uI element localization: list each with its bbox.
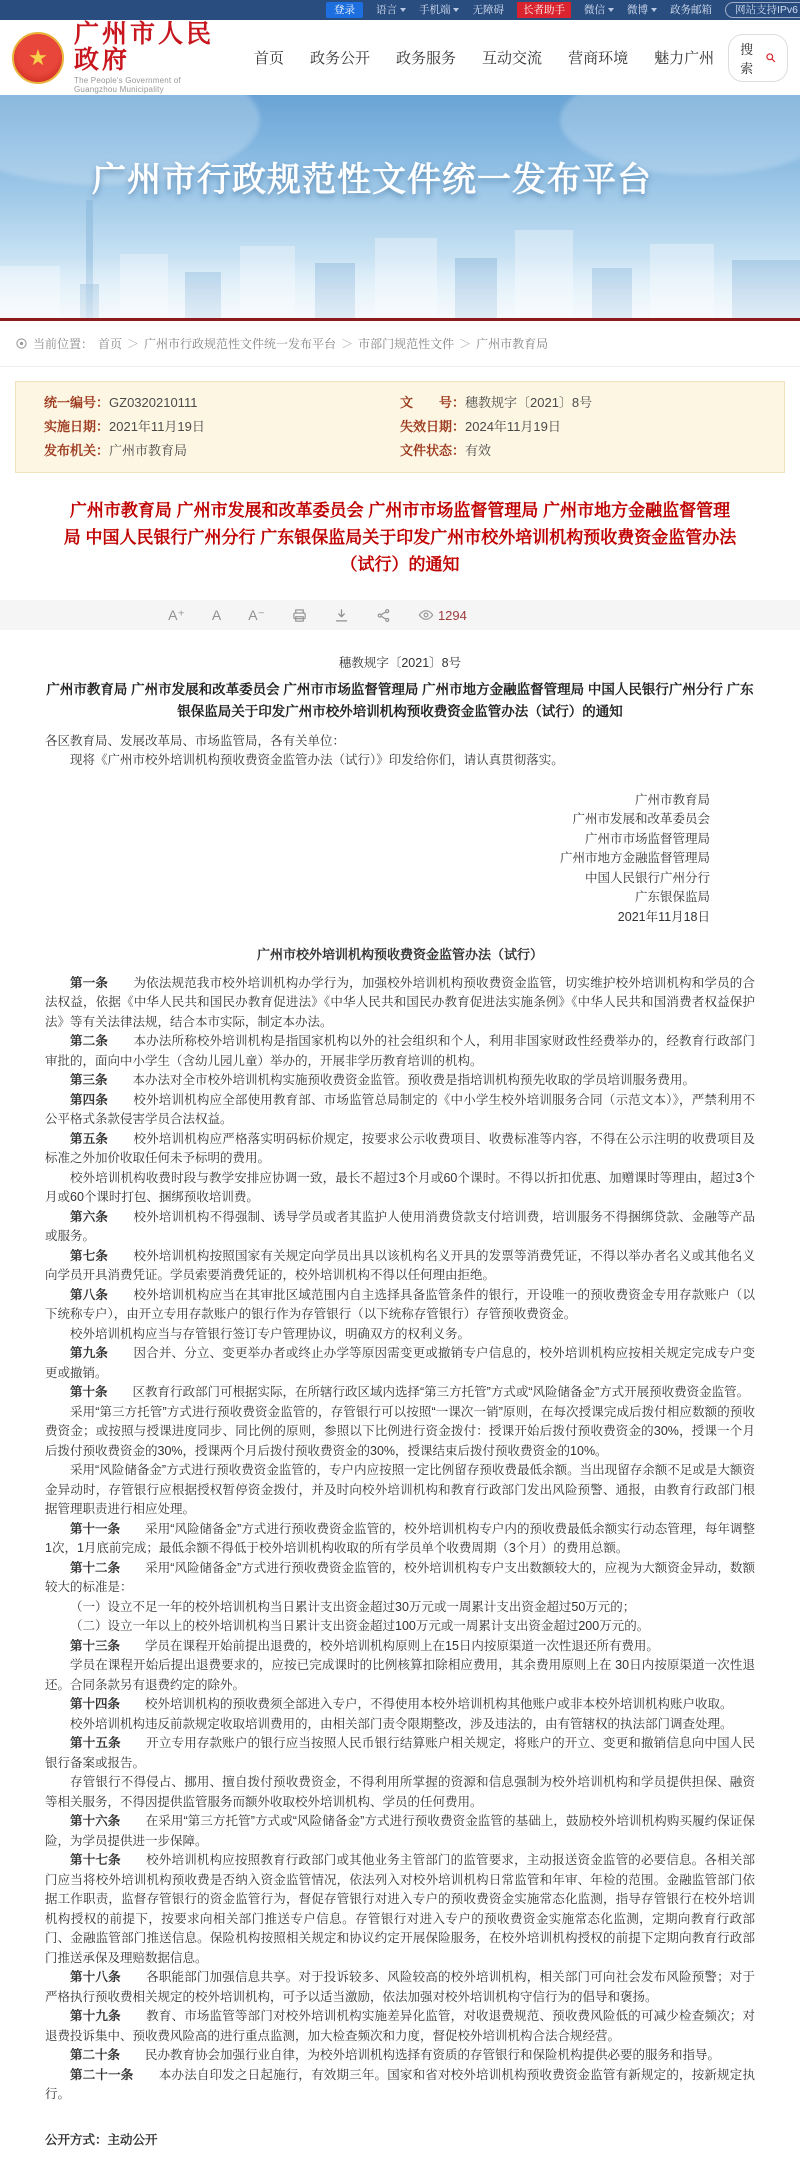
article-paragraph: 第十三条 学员在课程开始前提出退费的，校外培训机构原则上在15日内按原渠道一次性退还所有费用。	[70, 1638, 659, 1653]
breadcrumb-separator: ＞	[459, 337, 472, 351]
meta-label: 发布机关：	[44, 443, 110, 458]
breadcrumb	[0, 321, 800, 367]
article-paragraph: 第十九条 教育、市场监管等部门对校外培训机构实施差异化监管，对收退费规范、预收费风险低的可减少检查频次；对退费投诉集中、预收费风险高的进行重点监测，加大检查频次和力度，督促校外培训机构合法合规经营。	[45, 2009, 755, 2043]
doc-paragraph-sub: 校外培训机构应当与存管银行签订专户管理协议，明确双方的权利义务。	[70, 1326, 471, 1341]
nav-item-interaction[interactable]: 互动交流	[482, 50, 543, 67]
doc-paragraph-measure-title: 广州市校外培训机构预收费资金监管办法（试行）	[256, 947, 543, 962]
meta-label: 实施日期：	[44, 419, 110, 434]
article-paragraph: 第八条 校外培训机构应当在其审批区域范围内自主选择具备监管条件的银行，开设唯一的预收费资金专用存款账户（以下统称专户），由开立专用存款账户的银行作为存管银行（以下统称存管银行）存管预收费资金。	[45, 1287, 755, 1321]
toolbar-share-button[interactable]	[376, 608, 391, 623]
site-identity	[74, 21, 226, 94]
view-counter	[418, 607, 467, 623]
doc-paragraph-sub: （一）设立不足一年的校外培训机构当日累计支出资金超过30万元或一周累计支出资金超过50万元的；	[70, 1599, 636, 1614]
topbar-language[interactable]: 语言	[376, 3, 406, 17]
meta-cell	[44, 439, 400, 463]
doc-paragraph-sub: 采用“风险储备金”方式进行预收费资金监管的，专户内应按照一定比例留存预收费最低余额。当出现留存余额不足或是大额资金异动时，存管银行应根据授权暂停资金拨付，并及时向校外培训机构和教育行政部门发出风险预警、通报，由教育行政部门根据管理职责进行相应处理。	[45, 1463, 755, 1516]
article-number: 第八条	[70, 1287, 109, 1302]
wechat-caret-icon	[608, 8, 614, 12]
doc-paragraph-sig: 广州市发展和改革委员会	[572, 812, 710, 826]
toolbar-font-increase-button[interactable]	[168, 608, 185, 622]
toolbar-font-reset-button[interactable]	[212, 608, 221, 622]
breadcrumb-items	[98, 335, 548, 352]
download-icon	[334, 608, 349, 623]
banner-haze	[0, 258, 800, 318]
doc-paragraph-sig: 中国人民银行广州分行	[584, 870, 710, 885]
site-header	[0, 20, 800, 95]
topbar-mobile-version[interactable]: 手机端	[419, 3, 460, 17]
topbar-accessibility[interactable]: 无障碍	[472, 4, 504, 16]
article-number: 第三条	[70, 1073, 108, 1087]
doc-paragraph-sig-date: 2021年11月18日	[617, 909, 710, 924]
meta-label: 文件状态：	[400, 443, 466, 458]
article-number: 第十二条	[70, 1560, 121, 1575]
location-icon	[15, 337, 28, 350]
print-icon	[292, 608, 307, 623]
article-number: 第一条	[70, 975, 109, 990]
article-paragraph: 第四条 校外培训机构应全部使用教育部、市场监管总局制定的《中小学生校外培训服务合同（示范文本）》，严禁利用不公平格式条款侵害学员合法权益。	[45, 1092, 755, 1126]
meta-value: 有效	[465, 443, 492, 458]
breadcrumb-separator: ＞	[341, 337, 354, 351]
nav-item-charm-guangzhou[interactable]: 魅力广州	[654, 50, 715, 67]
search-icon	[765, 50, 776, 65]
breadcrumb-prefix: 当前位置：	[33, 337, 94, 351]
site-title: 广州市人民政府	[74, 20, 215, 74]
topbar-elder-care[interactable]: 长者助手	[517, 2, 571, 18]
article-number: 第十一条	[70, 1521, 121, 1536]
article-number: 第十四条	[70, 1697, 121, 1711]
article-paragraph: 第十条 区教育行政部门可根据实际，在所辖行政区域内选择“第三方托管”方式或“风险储备金”方式开展预收费资金监管。	[70, 1385, 750, 1399]
toolbar-print-button[interactable]	[292, 608, 307, 623]
meta-row	[44, 439, 756, 463]
doc-paragraph-sub: 校外培训机构违反前款规定收取培训费用的，由相关部门责令限期整改，涉及违法的，由有管辖权的执法部门调查处理。	[70, 1716, 733, 1731]
article-paragraph: 第十五条 开立专用存款账户的银行应当按照人民币银行结算账户相关规定，将账户的开立、变更和撤销信息向中国人民银行备案或报告。	[45, 1736, 755, 1770]
breadcrumb-link-home[interactable]: 首页	[98, 337, 123, 351]
article-paragraph: 第六条 校外培训机构不得强制、诱导学员或者其监护人使用消费贷款支付培训费，培训服务不得捆绑贷款、金融等产品或服务。	[45, 1209, 755, 1243]
platform-title: 广州市行政规范性文件统一发布平台	[92, 161, 652, 199]
toolbar-font-reset-glyph: A	[211, 607, 222, 623]
breadcrumb-link-education-bureau[interactable]: 广州市教育局	[476, 337, 549, 351]
doc-paragraph-sig: 广州市市场监督管理局	[584, 831, 710, 846]
article-paragraph: 第五条 校外培训机构应严格落实明码标价规定，按要求公示收费项目、收费标准等内容，不得在公示注明的收费项目及标准之外加价收取任何未予标明的费用。	[45, 1131, 755, 1165]
topbar-ipv6-support[interactable]: 网站支持IPv6	[725, 2, 800, 18]
doc-paragraph-sub: （二）设立一年以上的校外培训机构当日累计支出资金超过100万元或一周累计支出资金超过200万元的。	[70, 1619, 650, 1633]
nav-item-gov-disclosure[interactable]: 政务公开	[310, 50, 371, 67]
language-caret-icon	[400, 8, 406, 12]
meta-row	[44, 415, 756, 439]
article-paragraph: 第一条 为依法规范我市校外培训机构办学行为，加强校外培训机构预收费资金监管，切实维护校外培训机构和学员的合法权益，依据《中华人民共和国民办教育促进法》《中华人民共和国民办教育促进法实施条例》《中华人民共和国消费者权益保护法》等有关法律法规，结合本市实际，制定本办法。	[45, 975, 755, 1029]
doc-paragraph-sub: 存管银行不得侵占、挪用、擅自拨付预收费资金，不得利用所掌握的资源和信息强制为校外培训机构和学员提供担保、融资等相关服务，不得因提供监管服务而额外收取校外培训机构、学员的任何费用。	[45, 1775, 755, 1809]
topbar-items	[326, 2, 800, 18]
article-number: 第九条	[70, 1346, 109, 1360]
article-number: 第十八条	[70, 1970, 121, 1984]
article-number: 第四条	[70, 1092, 109, 1107]
main-nav	[254, 47, 714, 68]
meta-value: 穗教规字〔2021〕8号	[465, 395, 593, 410]
document-meta-panel	[15, 381, 785, 473]
article-number: 第六条	[70, 1209, 109, 1224]
star-icon: ★	[28, 44, 48, 70]
weibo-caret-icon	[651, 8, 657, 12]
doc-paragraph-sig: 广州市地方金融监督管理局	[559, 851, 710, 865]
meta-row	[44, 391, 756, 415]
article-number: 第十七条	[70, 1853, 121, 1867]
doc-paragraph-sig: 广东银保监局	[634, 890, 710, 904]
article-number: 第二十一条	[70, 2067, 134, 2082]
page-title: 广州市教育局 广州市发展和改革委员会 广州市市场监督管理局 广州市地方金融监督管理局 中国人民银行广州分行 广东银保监局关于印发广州市校外培训机构预收费资金监管办法（试行）的通知	[63, 501, 737, 574]
view-count: 1294	[437, 607, 467, 623]
doc-paragraph-doc-title: 广州市教育局 广州市发展和改革委员会 广州市市场监督管理局 广州市地方金融监督管理局 中国人民银行广州分行 广东银保监局关于印发广州市校外培训机构预收费资金监管办法（试行）的通知	[46, 681, 754, 719]
meta-value: 广州市教育局	[109, 443, 188, 458]
search-button[interactable]	[728, 34, 788, 82]
document-body	[0, 630, 800, 2184]
article-paragraph: 第十一条 采用“风险储备金”方式进行预收费资金监管的，校外培训机构专户内的预收费最低余额实行动态管理，每年调整1次，1月底前完成；最低余额不得低于校外培训机构收取的所有学员单个收费周期（3个月）的费用总额。	[45, 1521, 755, 1555]
article-paragraph: 第十七条 校外培训机构应按照教育行政部门或其他业务主管部门的监管要求，主动报送资金监管的必要信息。各相关部门应当将校外培训机构预收费是否纳入资金监管情况，依法列入对校外培训机构日常监管和年审、年检的范围。金融监管部门依据工作职责，监督存管银行的资金监管行为，督促存管银行对进入专户的预收费资金实施常态化监测，指导存管银行在校外培训机构授权的前提下，按要求向相关部门推送专户信息。存管银行对进入专户的预收费资金实施常态化监测，定期向教育行政部门、金融监管部门推送信息。保险机构按照相关规定和协议约定开展保险服务，在校外培训机构授权的前提下定期向教育行政部门推送承保及理赔数据信息。	[45, 1853, 755, 1965]
site-subtitle: The People's Government of Guangzhou Municipality	[74, 76, 181, 94]
article-paragraph: 第十四条 校外培训机构的预收费须全部进入专户，不得使用本校外培训机构其他账户或非本校外培训机构账户收取。	[70, 1697, 733, 1711]
topbar-login-button[interactable]: 登录	[326, 2, 363, 18]
toolbar-font-decrease-glyph: A⁻	[248, 607, 265, 623]
doc-paragraph-sub: 采用“第三方托管”方式进行预收费资金监管的，存管银行可以按照“一课次一销”原则，在每次授课完成后拨付相应数额的预收费资金；或按照与授课进度同步、同比例的原则，参照以下比例进行资金拨付：授课开始后拨付预收费资金的30%，授课一个月后拨付预收费资金的30%，授课两个月后拨付预收费资金的30%，授课结束后拨付预收费资金的10%。	[45, 1404, 755, 1458]
doc-paragraph-sub: 学员在课程开始后提出退费要求的，应按已完成课时的比例核算扣除相应费用，其余费用原则上在 30日内按原渠道一次性退还。合同条款另有退费约定的除外。	[45, 1658, 755, 1692]
article-number: 第七条	[70, 1248, 109, 1263]
document-paragraphs	[45, 654, 755, 2105]
meta-cell	[44, 415, 400, 439]
article-number: 第十三条	[70, 1638, 121, 1653]
doc-paragraph-sub: 校外培训机构收费时段与教学安排应协调一致，最长不超过3个月或60个课时。不得以折扣优惠、加赠课时等理由，超过3个月或60个课时打包、捆绑预收培训费。	[45, 1170, 755, 1204]
article-paragraph: 第二十一条 本办法自印发之日起施行，有效期三年。国家和省对校外培训机构预收费资金监管有新规定的，按新规定执行。	[45, 2067, 755, 2101]
disclosure-method: 公开方式：主动公开	[45, 2132, 158, 2147]
doc-paragraph-salutation: 各区教育局、发展改革局、市场监管局，各有关单位：	[45, 733, 346, 748]
article-paragraph: 第二条 本办法所称校外培训机构是指国家机构以外的社会组织和个人，利用非国家财政性经费举办的，经教育行政部门审批的，面向中小学生（含幼儿园儿童）举办的，开展非学历教育培训的机构。	[45, 1034, 755, 1068]
article-number: 第五条	[70, 1131, 109, 1146]
meta-cell	[400, 391, 756, 415]
article-number: 第二十条	[70, 2048, 121, 2062]
breadcrumb-separator: ＞	[127, 337, 140, 351]
search-label: 搜索	[740, 41, 754, 76]
meta-label: 文 号：	[400, 395, 466, 410]
article-paragraph: 第七条 校外培训机构按照国家有关规定向学员出具以该机构名义开具的发票等消费凭证，不得以举办者名义或其他名义向学员开具消费凭证。学员索要消费凭证的，校外培训机构不得以任何理由拒绝。	[45, 1248, 755, 1282]
topbar-gov-mailbox[interactable]: 政务邮箱	[669, 4, 712, 16]
meta-cell	[400, 415, 756, 439]
toolbar-font-increase-glyph: A⁺	[168, 607, 185, 623]
article-number: 第十九条	[70, 2009, 121, 2023]
nav-item-home[interactable]: 首页	[254, 50, 285, 67]
article-toolbar	[0, 600, 800, 630]
topbar-wechat[interactable]: 微信	[584, 3, 614, 17]
breadcrumb-link-dept-normative-docs[interactable]: 市部门规范性文件	[358, 337, 455, 351]
article-paragraph: 第十六条 在采用“第三方托管”方式或“风险储备金”方式进行预收费资金监管的基础上，鼓励校外培训机构购买履约保证保险，为学员提供进一步保障。	[45, 1814, 755, 1848]
meta-cell	[400, 439, 756, 463]
doc-paragraph-doc-number: 穗教规字〔2021〕8号	[338, 656, 462, 670]
nav-item-gov-services[interactable]: 政务服务	[396, 50, 457, 67]
breadcrumb-link-platform[interactable]: 广州市行政规范性文件统一发布平台	[144, 337, 337, 351]
doc-paragraph-body: 现将《广州市校外培训机构预收费资金监管办法（试行）》印发给你们，请认真贯彻落实。	[70, 753, 564, 767]
meta-label: 统一编号：	[44, 395, 110, 410]
toolbar-download-button[interactable]	[334, 608, 349, 623]
article-paragraph: 第十八条 各职能部门加强信息共享。对于投诉较多、风险较高的校外培训机构，相关部门可向社会发布风险预警；对于严格执行预收费相关规定的校外培训机构，可予以适当激励，依法加强对校外培训机构守信行为的倡导和褒扬。	[45, 1970, 755, 2004]
article-paragraph: 第十二条 采用“风险储备金”方式进行预收费资金监管的，校外培训机构专户支出数额较大的，应视为大额资金异动，数额较大的标准是：	[45, 1560, 755, 1594]
nav-item-business-environment[interactable]: 营商环境	[568, 50, 629, 67]
meta-value: 2021年11月19日	[109, 419, 205, 434]
platform-banner	[0, 95, 800, 318]
meta-label: 失效日期：	[400, 419, 466, 434]
article-number: 第十六条	[70, 1814, 121, 1828]
eye-icon	[418, 607, 434, 623]
article-number: 第十五条	[70, 1736, 121, 1750]
meta-cell	[44, 391, 400, 415]
meta-value: GZ0320210111	[109, 395, 198, 410]
topbar-weibo[interactable]: 微博	[627, 3, 657, 17]
meta-value: 2024年11月19日	[465, 419, 561, 434]
article-paragraph: 第三条 本办法对全市校外培训机构实施预收费资金监管。预收费是指培训机构预先收取的学员培训服务费用。	[70, 1073, 696, 1087]
article-number: 第二条	[70, 1034, 109, 1048]
toolbar-font-decrease-button[interactable]	[248, 608, 265, 622]
article-paragraph: 第二十条 民办教育协会加强行业自律，为校外培训机构选择有资质的存管银行和保险机构提供必要的服务和指导。	[70, 2048, 721, 2062]
national-emblem-logo	[12, 32, 64, 84]
doc-paragraph-sig-first: 广州市教育局	[634, 792, 710, 807]
mobile-version-caret-icon	[453, 8, 459, 12]
article-number: 第十条	[70, 1385, 108, 1399]
share-icon	[376, 608, 391, 623]
topbar	[0, 0, 800, 20]
article-paragraph: 第九条 因合并、分立、变更举办者或终止办学等原因需变更或撤销专户信息的，校外培训机构应按相关规定完成专户变更或撤销。	[45, 1346, 755, 1380]
